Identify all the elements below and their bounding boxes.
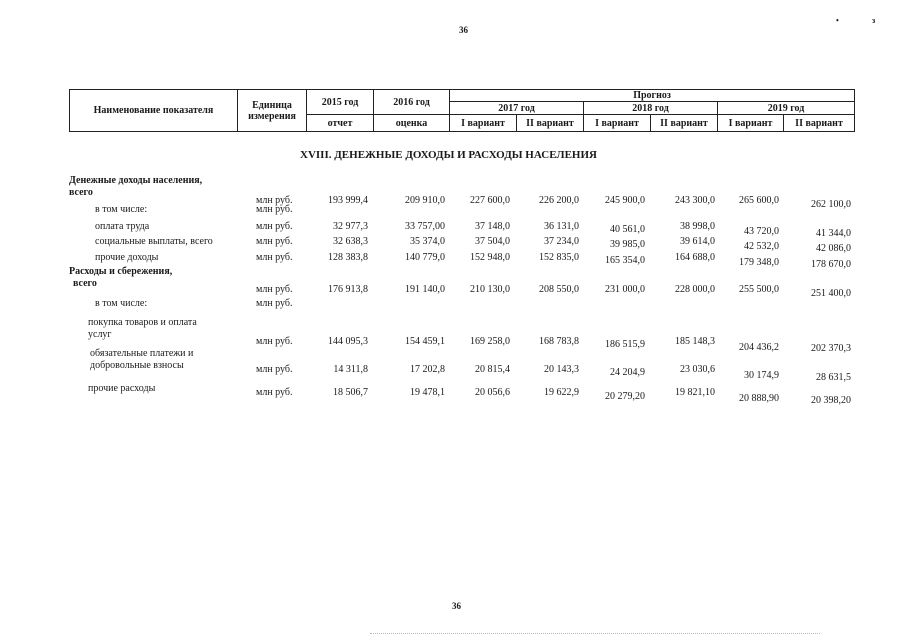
- row-label-continued: всего: [69, 187, 93, 198]
- row-value: 39 985,0: [610, 239, 645, 250]
- row-value: 226 200,0: [539, 195, 579, 206]
- row-unit: млн руб.: [256, 204, 293, 215]
- row-label-continued: услуг: [88, 329, 112, 340]
- row-value: 20 279,20: [605, 391, 645, 402]
- row-value: 154 459,1: [405, 336, 445, 347]
- row-value: 209 910,0: [405, 195, 445, 206]
- row-value: 251 400,0: [811, 288, 851, 299]
- header-year-2018: 2018 год: [584, 102, 718, 115]
- row-unit: млн руб.: [256, 252, 293, 263]
- row-value: 152 948,0: [470, 252, 510, 263]
- row-value: 164 688,0: [675, 252, 715, 263]
- row-value: 41 344,0: [816, 228, 851, 239]
- row-value: 262 100,0: [811, 199, 851, 210]
- row-value: 18 506,7: [333, 387, 368, 398]
- row-value: 20 056,6: [475, 387, 510, 398]
- row-value: 204 436,2: [739, 342, 779, 353]
- header-year-2015: 2015 год: [307, 90, 374, 115]
- row-value: 231 000,0: [605, 284, 645, 295]
- row-value: 40 561,0: [610, 224, 645, 235]
- corner-mark: •: [836, 16, 839, 25]
- row-value: 38 998,0: [680, 221, 715, 232]
- row-value: 227 600,0: [470, 195, 510, 206]
- row-value: 193 999,4: [328, 195, 368, 206]
- row-value: 245 900,0: [605, 195, 645, 206]
- section-title: XVIII. ДЕНЕЖНЫЕ ДОХОДЫ И РАСХОДЫ НАСЕЛЕНИЯ: [300, 149, 597, 161]
- row-value: 243 300,0: [675, 195, 715, 206]
- row-label: в том числе:: [95, 204, 148, 215]
- row-label: в том числе:: [95, 298, 148, 309]
- row-label-continued: всего: [73, 278, 97, 289]
- row-value: 210 130,0: [470, 284, 510, 295]
- header-variant-1: I вариант: [718, 115, 784, 132]
- row-value: 19 622,9: [544, 387, 579, 398]
- row-value: 20 143,3: [544, 364, 579, 375]
- row-value: 32 977,3: [333, 221, 368, 232]
- header-name-column: Наименование показателя: [70, 90, 238, 132]
- row-value: 43 720,0: [744, 226, 779, 237]
- row-label: прочие доходы: [95, 252, 159, 263]
- row-value: 42 086,0: [816, 243, 851, 254]
- row-value: 35 374,0: [410, 236, 445, 247]
- row-value: 191 140,0: [405, 284, 445, 295]
- header-forecast: Прогноз: [450, 90, 855, 102]
- row-label-continued: добровольные взносы: [90, 360, 184, 371]
- header-estimate: оценка: [374, 115, 450, 132]
- row-unit: млн руб.: [256, 236, 293, 247]
- row-value: 228 000,0: [675, 284, 715, 295]
- header-unit-column: Единица измерения: [238, 90, 307, 132]
- row-label: оплата труда: [95, 221, 150, 232]
- scan-noise: [370, 633, 820, 635]
- header-year-2016: 2016 год: [374, 90, 450, 115]
- row-value: 36 131,0: [544, 221, 579, 232]
- row-value: 169 258,0: [470, 336, 510, 347]
- row-value: 23 030,6: [680, 364, 715, 375]
- row-value: 185 148,3: [675, 336, 715, 347]
- row-value: 208 550,0: [539, 284, 579, 295]
- row-value: 30 174,9: [744, 370, 779, 381]
- header-variant-2: II вариант: [517, 115, 584, 132]
- row-unit: млн руб.: [256, 298, 293, 309]
- row-value: 20 815,4: [475, 364, 510, 375]
- row-value: 37 504,0: [475, 236, 510, 247]
- row-label: покупка товаров и оплата: [88, 317, 197, 328]
- row-value: 37 234,0: [544, 236, 579, 247]
- row-value: 186 515,9: [605, 339, 645, 350]
- row-unit: млн руб.: [256, 336, 293, 347]
- row-label: Расходы и сбережения,: [69, 266, 173, 277]
- row-label: Денежные доходы населения,: [69, 175, 203, 186]
- row-value: 42 532,0: [744, 241, 779, 252]
- row-unit: млн руб.: [256, 387, 293, 398]
- row-label: прочие расходы: [88, 383, 156, 394]
- row-unit: млн руб.: [256, 284, 293, 295]
- header-variant-2: II вариант: [651, 115, 718, 132]
- header-variant-2: II вариант: [784, 115, 855, 132]
- row-unit: млн руб.: [256, 364, 293, 375]
- row-label: обязательные платежи и: [90, 348, 194, 359]
- row-value: 152 835,0: [539, 252, 579, 263]
- row-value: 202 370,3: [811, 343, 851, 354]
- table-header: [69, 89, 855, 132]
- row-value: 17 202,8: [410, 364, 445, 375]
- row-value: 33 757,00: [405, 221, 445, 232]
- row-value: 19 821,10: [675, 387, 715, 398]
- row-unit: млн руб.: [256, 195, 293, 206]
- row-value: 24 204,9: [610, 367, 645, 378]
- header-year-2019: 2019 год: [718, 102, 855, 115]
- corner-mark: з: [872, 16, 876, 25]
- row-value: 255 500,0: [739, 284, 779, 295]
- row-label: социальные выплаты, всего: [95, 236, 213, 247]
- row-value: 39 614,0: [680, 236, 715, 247]
- header-report: отчет: [307, 115, 374, 132]
- row-value: 128 383,8: [328, 252, 368, 263]
- page-number-bottom: 36: [452, 601, 461, 611]
- row-value: 179 348,0: [739, 257, 779, 268]
- row-value: 37 148,0: [475, 221, 510, 232]
- row-value: 14 311,8: [333, 364, 368, 375]
- row-value: 168 783,8: [539, 336, 579, 347]
- row-value: 265 600,0: [739, 195, 779, 206]
- row-value: 176 913,8: [328, 284, 368, 295]
- header-variant-1: I вариант: [450, 115, 517, 132]
- row-value: 165 354,0: [605, 255, 645, 266]
- row-value: 20 888,90: [739, 393, 779, 404]
- row-value: 20 398,20: [811, 395, 851, 406]
- row-value: 32 638,3: [333, 236, 368, 247]
- row-value: 178 670,0: [811, 259, 851, 270]
- page-number-top: 36: [459, 25, 468, 35]
- row-value: 19 478,1: [410, 387, 445, 398]
- row-value: 140 779,0: [405, 252, 445, 263]
- header-year-2017: 2017 год: [450, 102, 584, 115]
- row-value: 28 631,5: [816, 372, 851, 383]
- row-unit: млн руб.: [256, 221, 293, 232]
- header-variant-1: I вариант: [584, 115, 651, 132]
- row-value: 144 095,3: [328, 336, 368, 347]
